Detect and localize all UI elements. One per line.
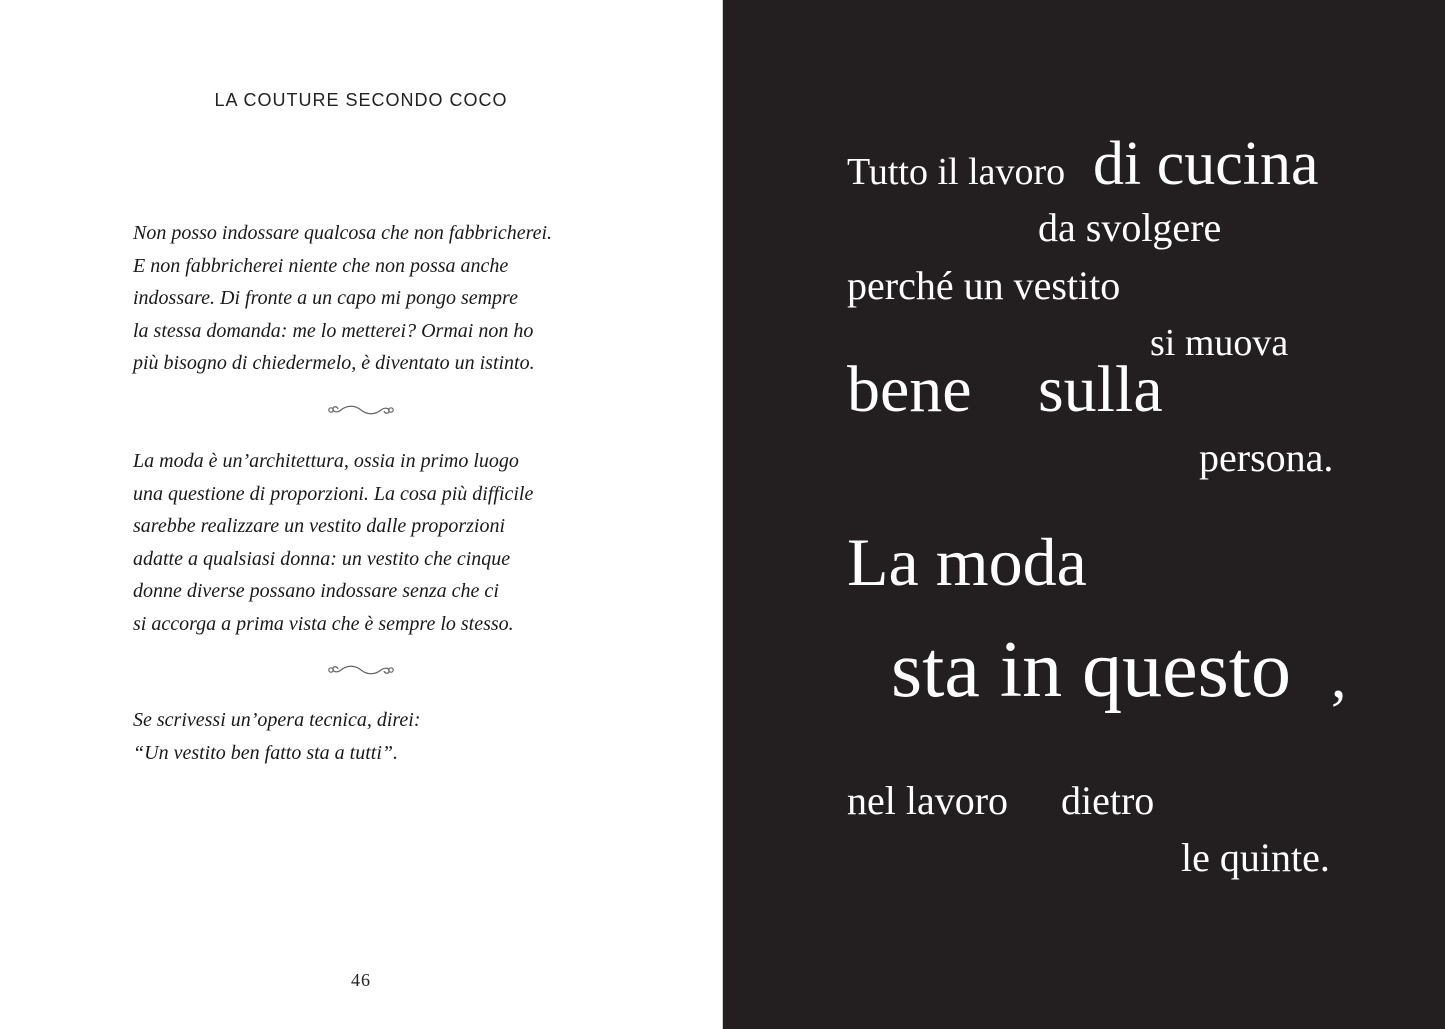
quote-punctuation: , [1331, 643, 1347, 711]
paragraph-line: sarebbe realizzare un vestito dalle proporzioni [133, 515, 506, 538]
quote-word: le quinte. [1181, 835, 1330, 880]
quote-word: Tutto il lavoro [847, 151, 1066, 193]
quote-word: nel lavoro [847, 778, 1009, 823]
paragraph-line: indossare. Di fronte a un capo mi pongo sempre [133, 287, 518, 310]
quote-paragraph-2 [133, 445, 603, 641]
quote-paragraph-3 [133, 704, 603, 769]
paragraph-line: “Un vestito ben fatto sta a tutti”. [133, 741, 399, 764]
paragraph-line: Non posso indossare qualcosa che non fabbricherei. [133, 222, 553, 244]
right-page [722, 0, 1445, 1029]
paragraph-line: E non fabbricherei niente che non possa anche [133, 254, 509, 277]
quote-word: da svolgere [1038, 205, 1222, 250]
quote-word: La moda [847, 524, 1087, 600]
paragraph-line: La moda è un’architettura, ossia in primo luogo [133, 450, 519, 472]
quote-word: perché un vestito [847, 263, 1121, 308]
quote-word: di cucina [1093, 130, 1319, 198]
quote-word: sta in questo [891, 626, 1291, 714]
quote-word: bene [847, 353, 972, 426]
paragraph-line: donne diverse possano indossare senza che ci [133, 580, 499, 603]
page-number: 46 [351, 970, 371, 990]
quote-word: dietro [1061, 778, 1155, 823]
flourish-ornament-icon [327, 403, 395, 417]
flourish-ornament-icon [327, 663, 395, 677]
paragraph-line: più bisogno di chiedermelo, è diventato un istinto. [133, 352, 535, 375]
paragraph-line: una questione di proporzioni. La cosa più difficile [133, 482, 534, 505]
quote-word: sulla [1038, 353, 1163, 426]
paragraph-line: si accorga a prima vista che è sempre lo stesso. [133, 612, 514, 635]
quote-word: persona. [1199, 435, 1334, 480]
paragraph-line: adatte a qualsiasi donna: un vestito che cinque [133, 547, 511, 570]
left-page [0, 0, 722, 1029]
running-head: LA COUTURE SECONDO COCO [214, 90, 508, 110]
quote-paragraph-1 [133, 217, 603, 380]
quote-word: si muova [1150, 322, 1289, 364]
paragraph-line: la stessa domanda: me lo metterei? Ormai non ho [133, 319, 534, 342]
paragraph-line: Se scrivessi un’opera tecnica, direi: [133, 709, 421, 731]
